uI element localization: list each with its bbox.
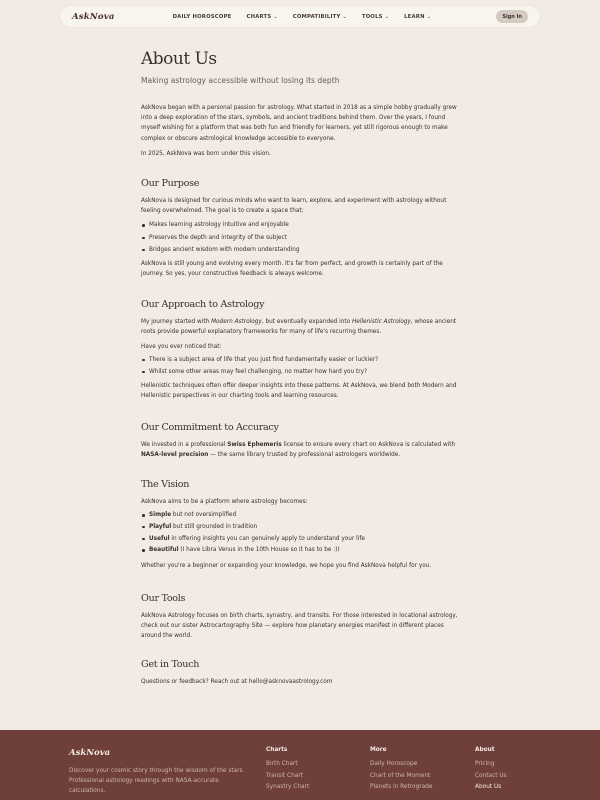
footer-link-transit-chart[interactable]: Transit Chart [266,772,303,779]
approach-section [141,299,461,401]
footer-link-synastry-chart[interactable]: Synastry Chart [266,784,310,791]
footer-column-heading: About [475,747,495,753]
footer-link-chart-of-the-moment[interactable]: Chart of the Moment [370,772,431,779]
sign-in-button[interactable]: Sign In [496,10,528,23]
footer-link-birth-chart[interactable]: Birth Chart [266,761,298,767]
vision-section [141,479,461,571]
footer-link-daily-horoscope[interactable]: Daily Horoscope [370,761,418,767]
purpose-paragraph-2: AskNova is still young and evolving every month. It's far from perfect, and growth is certainly part of the journey. So yes, your constructive feedback is always welcome. [141,261,443,278]
footer-link-planets-in-retrograde[interactable]: Planets in Retrograde [370,784,433,791]
tools-section [141,593,461,642]
list-item: Simple but not oversimplified [141,510,461,520]
list-item: Bridges ancient wisdom with modern understanding [141,245,461,255]
intro-paragraph-2: In 2025, AskNova was born under this vision. [141,150,271,157]
top-navbar [60,6,540,27]
footer-link-contact-us[interactable]: Contact Us [475,772,507,779]
list-item: Playful but still grounded in tradition [141,522,461,532]
email-link[interactable]: hello@asknovaastrology.com [248,679,333,685]
list-item: Preserves the depth and integrity of the subject [141,233,461,243]
footer-column-about [475,747,507,794]
intro-section [141,103,461,159]
chevron-down-icon: ⌄ [273,13,278,20]
section-heading: The Vision [141,479,190,490]
accuracy-paragraph: We invested in a professional Swiss Ephemeris license to ensure every chart on AskNova is calculated with NASA-level precision — the same library trusted by professional astrologers worldwide. [141,442,456,459]
footer-column-heading: More [370,747,387,753]
footer-tagline: Discover your cosmic story through the wisdom of the stars. Professional astrology readings with NASA-accurate calculations. [69,768,245,794]
footer-link-pricing[interactable]: Pricing [475,761,495,767]
chevron-down-icon: ⌄ [384,13,390,20]
nav-charts[interactable]: CHARTS ⌄ [246,13,278,20]
list-item: Whilst some other areas may feel challenging, no matter how hard you try? [141,367,461,377]
page-subtitle: Making astrology accessible without losing its depth [141,76,340,85]
footer-column-heading: Charts [266,747,288,753]
footer-column-more [370,747,432,794]
logo[interactable]: AskNova [72,11,115,22]
list-item: Useful in offering insights you can genuinely apply to understand your life [141,534,461,544]
list-item: There is a subject area of life that you just find fundamentally easier or luckier? [141,355,461,365]
section-heading: Our Tools [141,593,186,604]
purpose-section [141,178,461,279]
list-item: Beautiful (I have Libra Venus in the 10th House so it has to be :)) [141,545,461,555]
page-title: About Us [141,49,217,69]
nav-links [173,14,447,20]
nav-compatibility[interactable]: COMPATIBILITY ⌄ [292,13,347,20]
section-heading: Our Purpose [141,178,200,189]
astrocartography-link[interactable]: Astrocartography Site [199,623,263,630]
purpose-paragraph: AskNova is designed for curious minds who want to learn, explore, and experiment with astrology without feeling overwhelmed. The goal is to create a space that: [141,198,447,215]
section-heading: Our Commitment to Accuracy [141,422,279,433]
approach-paragraph-3: Hellenistic techniques often offer deeper insights into these patterns. At AskNova, we blend both Modern and Hellenistic perspectives in our charting tools and learning resources. [141,383,457,400]
section-heading: Our Approach to Astrology [141,299,265,310]
vision-list [141,510,461,555]
section-heading: Get in Touch [141,659,200,670]
nav-learn[interactable]: LEARN ⌄ [404,13,432,20]
approach-paragraph-2: Have you ever noticed that: [141,344,222,351]
tools-paragraph: AskNova Astrology focuses on birth charts, synastry, and transits. For those interested in locational astrology, check out our sister Astrocartography Site — explore how planetary energies manifest in different places around the world. [141,613,458,640]
chevron-down-icon: ⌄ [426,13,432,20]
footer [0,730,600,800]
footer-link-about-us[interactable]: About Us [475,784,502,791]
chevron-down-icon: ⌄ [342,13,347,20]
approach-paragraph: My journey started with Modern Astrology, but eventually expanded into Hellenistic Astrology, whose ancient roots provide powerful explanatory frameworks for many of life's recurring themes. [141,319,457,336]
vision-paragraph-2: Whether you're a beginner or expanding your knowledge, we hope you find AskNova helpful for you. [141,562,432,569]
footer-logo[interactable]: AskNova [69,748,111,758]
intro-paragraph: AskNova began with a personal passion for astrology. What started in 2018 as a simple hobby gradually grew into a deep exploration of the stars, symbols, and ancient traditions behind them. Over the years, I found myself wishing for a platform that was both fun and friendly for learners, yet still rigorous enough to make complex or obscure astrological knowledge accessible to everyone. [141,105,457,142]
vision-paragraph: AskNova aims to be a platform where astrology becomes: [141,499,308,505]
contact-section [141,659,461,687]
contact-paragraph: Questions or feedback? Reach out at hello@asknovaastrology.com [141,679,333,685]
main-content [141,48,461,85]
nav-tools[interactable]: TOOLS ⌄ [361,13,390,20]
footer-column-charts [266,747,309,794]
purpose-list [141,220,461,255]
accuracy-section [141,422,461,460]
approach-list [141,355,461,377]
nav-daily-horoscope[interactable]: DAILY HOROSCOPE [172,13,232,20]
list-item: Makes learning astrology intuitive and enjoyable [141,220,461,230]
